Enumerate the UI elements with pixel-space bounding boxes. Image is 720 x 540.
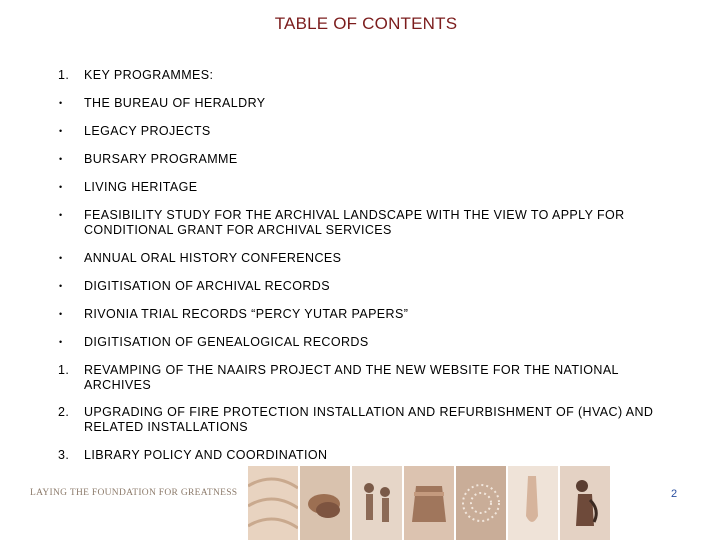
toc-text: LIVING HERITAGE (84, 180, 198, 194)
bullet-icon: • (59, 253, 63, 263)
toc-text: LIBRARY POLICY AND COORDINATION (84, 448, 328, 462)
toc-item (58, 68, 678, 83)
toc-item (58, 251, 678, 266)
toc-item (58, 208, 678, 238)
toc-item (58, 124, 678, 139)
toc-marker: 1. (58, 68, 70, 82)
saxophone-player-photo (560, 466, 610, 540)
toc-item (58, 152, 678, 167)
textured-fabric-photo (248, 466, 298, 540)
toc-text: DIGITISATION OF ARCHIVAL RECORDS (84, 279, 330, 293)
bullet-icon: • (59, 98, 63, 108)
toc-text: FEASIBILITY STUDY FOR THE ARCHIVAL LANDSCAPE WITH THE VIEW TO APPLY FOR CONDITIONAL GRANT FOR ARCHIVAL SERVICES (84, 208, 625, 237)
toc-text: ANNUAL ORAL HISTORY CONFERENCES (84, 251, 342, 265)
page-number: 2 (671, 488, 678, 500)
toc-text: UPGRADING OF FIRE PROTECTION INSTALLATION AND REFURBISHMENT OF (HVAC) AND RELATED INSTALLATIONS (84, 405, 654, 434)
toc-marker: 3. (58, 448, 70, 462)
toc-marker: 2. (58, 405, 70, 419)
bullet-icon: • (59, 337, 63, 347)
bullet-icon: • (59, 309, 63, 319)
bullet-icon: • (59, 126, 63, 136)
toc-item (58, 405, 678, 435)
page-title: TABLE OF CONTENTS (274, 14, 458, 33)
toc-text: RIVONIA TRIAL RECORDS “PERCY YUTAR PAPERS” (84, 307, 409, 321)
toc-item (58, 363, 678, 393)
toc-item (58, 180, 678, 195)
toc-item (58, 279, 678, 294)
beadwork-photo (456, 466, 506, 540)
toc-item (58, 307, 678, 322)
footer-tagline: LAYING THE FOUNDATION FOR GREATNESS (30, 488, 238, 498)
photo-strip (248, 466, 610, 540)
bullet-icon: • (59, 210, 63, 220)
bullet-icon: • (59, 281, 63, 291)
dancers-photo (352, 466, 402, 540)
bullet-icon: • (59, 154, 63, 164)
toc-item (58, 448, 678, 463)
ballet-shoe-photo (508, 466, 558, 540)
toc-text: KEY PROGRAMMES: (84, 68, 214, 82)
toc-marker: 1. (58, 363, 70, 377)
toc-item (58, 96, 678, 111)
toc-text: LEGACY PROJECTS (84, 124, 211, 138)
toc-item (58, 335, 678, 350)
toc-text: REVAMPING OF THE NAAIRS PROJECT AND THE NEW WEBSITE FOR THE NATIONAL ARCHIVES (84, 363, 619, 392)
table-of-contents (58, 68, 678, 463)
pottery-photo (404, 466, 454, 540)
toc-text: BURSARY PROGRAMME (84, 152, 238, 166)
toc-text: THE BUREAU OF HERALDRY (84, 96, 266, 110)
toc-text: DIGITISATION OF GENEALOGICAL RECORDS (84, 335, 369, 349)
hands-held-photo (300, 466, 350, 540)
bullet-icon: • (59, 182, 63, 192)
